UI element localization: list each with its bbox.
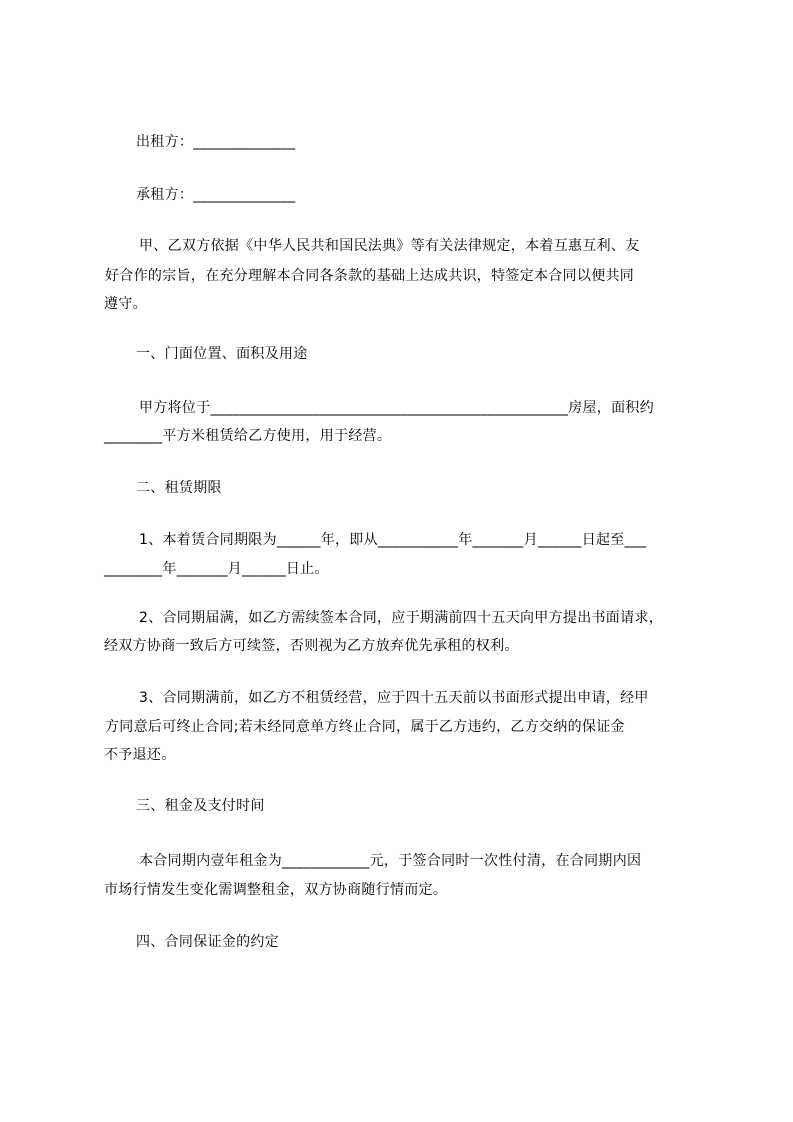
lessee-line: 承租方：______________ xyxy=(136,187,296,203)
preamble-line-1: 甲、乙双方依据《中华人民共和国民法典》等有关法律规定，本着互惠互利、友 xyxy=(139,238,640,254)
section-3-line-2: 市场行情发生变化需调整租金，双方协商随行情而定。 xyxy=(104,882,448,898)
preamble-line-3: 遵守。 xyxy=(104,296,147,312)
section-3-line-1: 本合同期内壹年租金为____________元，于签合同时一次性付清，在合同期内因 xyxy=(139,853,642,869)
section-2-item-3-line-3: 不予退还。 xyxy=(104,747,176,763)
lessor-line: 出租方：______________ xyxy=(136,134,296,150)
preamble-line-2: 好合作的宗旨，在充分理解本合同各条款的基础上达成共识，特签定本合同以便共同 xyxy=(105,268,635,284)
section-2-heading: 二、租赁期限 xyxy=(136,480,222,496)
section-2-item-3-line-2: 方同意后可终止合同;若未经同意单方终止合同，属于乙方违约，乙方交纳的保证金 xyxy=(105,719,625,735)
section-3-heading: 三、租金及支付时间 xyxy=(136,798,265,814)
section-1-heading: 一、门面位置、面积及用途 xyxy=(136,346,308,362)
section-2-item-2-line-2: 经双方协商一致后方可续签，否则视为乙方放弃优先承租的权利。 xyxy=(104,638,519,654)
section-4-heading: 四、合同保证金的约定 xyxy=(136,934,279,950)
section-2-item-3-line-1: 3、合同期满前，如乙方不租赁经营，应于四十五天前以书面形式提出申请，经甲 xyxy=(139,690,649,706)
section-2-item-1-line-2: ________年_______月______日止。 xyxy=(104,561,329,577)
section-1-line-2: ________平方米租赁给乙方使用，用于经营。 xyxy=(104,428,392,444)
section-2-item-2-line-1: 2、合同期届满，如乙方需续签本合同，应于期满前四十五天向甲方提出书面请求， xyxy=(139,610,664,626)
section-1-line-1: 甲方将位于_________________________________________________房屋，面积约 xyxy=(139,400,654,416)
section-2-item-1-line-1: 1、本着赁合同期限为______年，即从___________年_______月______日起至___ xyxy=(139,532,647,548)
